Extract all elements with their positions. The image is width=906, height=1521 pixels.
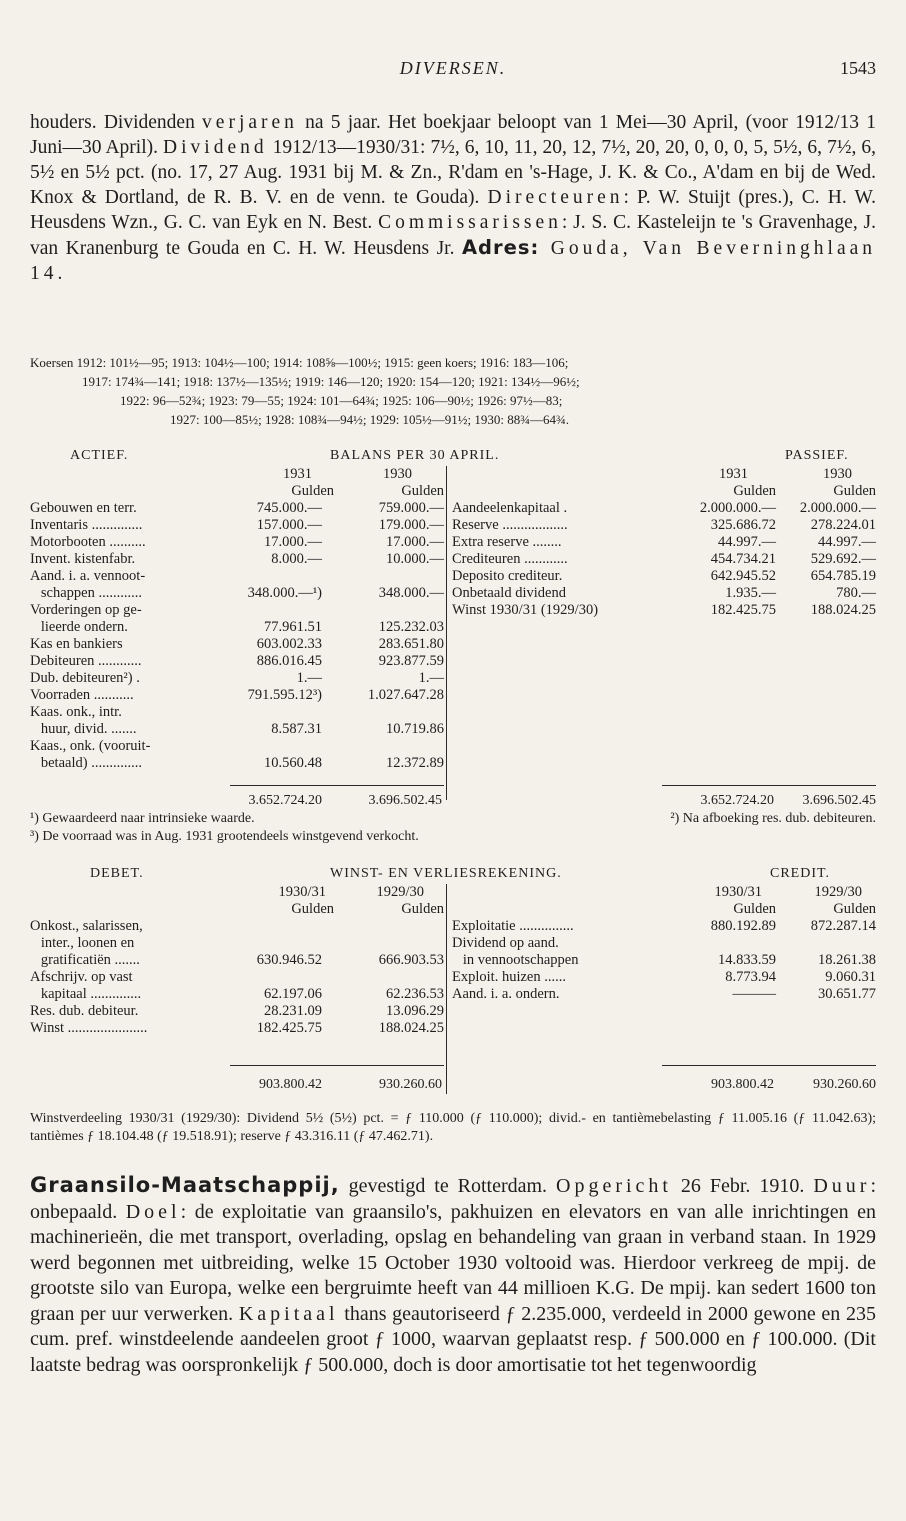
graan-text-1: gevestigd te Rotterdam.	[339, 1175, 556, 1197]
page	[30, 0, 876, 1521]
year-1929-30: 1929/30	[376, 884, 424, 900]
row-label: gratificatiën .......	[30, 952, 140, 968]
row-value-1: 77.961.51	[264, 619, 322, 635]
row-value-1	[230, 568, 340, 585]
koersen-line: 1917: 174¾—141; 1918: 137½—135½; 1919: 146—120; 1920: 154—120; 1921: 134½—96½;	[82, 374, 580, 389]
table-row	[452, 935, 876, 952]
graan-text-3: : onbepaald.	[30, 1175, 876, 1223]
row-value-1: 630.946.52	[256, 952, 322, 968]
kapitaal-label: Kapitaal	[238, 1302, 339, 1325]
row-value-2: 9.060.31	[825, 969, 876, 985]
row-value-2: 10.719.86	[386, 721, 444, 737]
unit-label: Gulden	[291, 901, 334, 917]
unit-label: Gulden	[733, 901, 776, 917]
adres-label: Adres:	[461, 236, 540, 259]
table-row	[30, 653, 444, 670]
balans-actief-title: ACTIEF.	[70, 448, 129, 463]
table-row	[30, 755, 444, 772]
year-1930: 1930	[823, 466, 852, 482]
row-label: Motorbooten ..........	[30, 534, 146, 550]
row-value-2	[340, 935, 444, 952]
row-label: Aand. i. a. ondern.	[452, 986, 560, 1002]
year-1930-31: 1930/31	[714, 884, 762, 900]
row-label: Inventaris ..............	[30, 517, 143, 533]
row-value-1: 454.734.21	[710, 551, 776, 567]
year-1930-31: 1930/31	[278, 884, 326, 900]
adres-value: Gouda, Van Beverninghlaan 14.	[30, 238, 877, 284]
row-value-2: 2.000.000.—	[799, 500, 876, 516]
winst-total-1-credit: 903.800.42	[711, 1077, 774, 1092]
row-value-1: 325.686.72	[710, 517, 776, 533]
balans-unit-row	[452, 483, 876, 500]
table-row	[30, 619, 444, 636]
row-label: Onkost., salarissen,	[30, 918, 143, 934]
intro-text-3: 1912/13—1930/31: 7½, 6, 10, 11, 20, 12, 7½, 20, 20, 0, 0, 0, 5, 5½, 6, 7½, 6, 5½ en 5½ pct. (no. 17, 27 Aug. 1931 bij M. & Zn., R'dam en 's-Hage, J. K. & Co., A'dam en bij de Wed. Knox & Dortland, de R. B. V. en de venn. te Gouda).	[30, 137, 876, 208]
doel-label: Doel	[125, 1200, 181, 1223]
row-label: Aandeelenkapitaal .	[452, 500, 568, 516]
koersen-line: 1922: 96—52¾; 1923: 79—55; 1924: 101—64¾; 1925: 106—90½; 1926: 97½—83;	[120, 393, 563, 408]
balans-note-2: ²) Na afboeking res. dub. debiteuren.	[670, 811, 876, 826]
row-value-2: 18.261.38	[818, 952, 876, 968]
row-value-2: 188.024.25	[378, 1020, 444, 1036]
table-row	[30, 738, 444, 755]
row-value-2: 1.027.647.28	[367, 687, 444, 703]
row-value-1	[666, 935, 776, 952]
row-label: Reserve ..................	[452, 517, 568, 533]
koersen-line: 1927: 100—85½; 1928: 108¾—94½; 1929: 105½—91½; 1930: 88¾—64¾.	[170, 412, 570, 427]
table-row	[452, 986, 876, 1003]
table-row	[30, 636, 444, 653]
table-row	[452, 602, 876, 619]
row-label: Invent. kistenfabr.	[30, 551, 136, 567]
table-row	[30, 568, 444, 585]
table-row	[30, 670, 444, 687]
intro-text-1: houders. Dividenden	[30, 112, 203, 133]
unit-label: Gulden	[733, 483, 776, 499]
row-value-2	[340, 738, 444, 755]
year-1931: 1931	[719, 466, 748, 482]
year-1931: 1931	[283, 466, 312, 482]
balans-total-1931-passief: 3.652.724.20	[700, 793, 774, 808]
page-number: 1543	[840, 58, 876, 78]
row-label: betaald) ..............	[30, 755, 142, 771]
winst-total-1-debet: 903.800.42	[259, 1077, 322, 1092]
row-value-1: 28.231.09	[264, 1003, 322, 1019]
koersen-line: Koersen 1912: 101½—95; 1913: 104½—100; 1914: 108⅝—100½; 1915: geen koers; 1916: 183—106;	[30, 355, 569, 370]
row-label: Deposito crediteur.	[452, 568, 563, 584]
row-value-2	[776, 935, 876, 952]
graan-text-2: 26 Febr. 1910.	[671, 1175, 814, 1197]
winst-year-row	[452, 884, 876, 901]
row-label: Debiteuren ............	[30, 653, 142, 669]
row-value-2	[340, 704, 444, 721]
row-value-1: 1.935.—	[725, 585, 776, 601]
table-row	[30, 585, 444, 602]
row-value-2: 759.000.—	[378, 500, 444, 516]
balans-year-row	[452, 466, 876, 483]
row-value-2: 62.236.53	[386, 986, 444, 1002]
unit-label: Gulden	[833, 901, 876, 917]
row-value-1: 8.587.31	[271, 721, 322, 737]
year-1929-30: 1929/30	[814, 884, 862, 900]
row-value-1: 1.—	[296, 670, 322, 686]
row-value-1: 642.945.52	[710, 568, 776, 584]
row-label: Dub. debiteuren²) .	[30, 670, 140, 686]
row-value-1: 62.197.06	[264, 986, 322, 1002]
row-value-1: ———	[732, 986, 776, 1002]
row-label: Onbetaald dividend	[452, 585, 566, 601]
row-value-2: 278.224.01	[810, 517, 876, 533]
row-value-2: 12.372.89	[386, 755, 444, 771]
row-value-2: 348.000.—	[378, 585, 444, 601]
winst-debet-title: DEBET.	[90, 866, 144, 881]
year-1930: 1930	[383, 466, 412, 482]
directeuren-label: Directeuren	[487, 187, 624, 208]
row-value-1	[230, 918, 340, 935]
row-value-2: 1.—	[418, 670, 444, 686]
table-row	[30, 551, 444, 568]
table-row	[30, 517, 444, 534]
table-row	[452, 585, 876, 602]
company-name: Graansilo-Maatschappij,	[30, 1173, 340, 1197]
winst-title: WINST- EN VERLIESREKENING.	[330, 866, 562, 881]
row-value-1	[230, 738, 340, 755]
winst-unit-row	[452, 901, 876, 918]
row-label: Kaas. onk., intr.	[30, 704, 122, 720]
table-row	[30, 500, 444, 517]
intro-paragraph	[30, 110, 876, 286]
total-rule	[230, 785, 444, 786]
row-value-1	[230, 969, 340, 986]
row-value-2	[340, 568, 444, 585]
winst-unit-row	[30, 901, 444, 918]
verjaren-label: verjaren	[202, 112, 298, 133]
intro-text-2: na 5 jaar. Het boekjaar beloopt van 1 Mei—30 April, (voor 1912/13 1 Juni—30 April).	[30, 112, 876, 158]
row-label: Crediteuren ............	[452, 551, 568, 567]
row-value-2: 283.651.80	[378, 636, 444, 652]
table-row	[452, 500, 876, 517]
balans-unit-row	[30, 483, 444, 500]
balans-total-1930-passief: 3.696.502.45	[802, 793, 876, 808]
balans-year-row	[30, 466, 444, 483]
balans-passief-title: PASSIEF.	[785, 448, 849, 463]
row-label: Exploitatie ...............	[452, 918, 574, 934]
row-value-2: 30.651.77	[818, 986, 876, 1002]
table-row	[452, 517, 876, 534]
intro-text-5: : J. S. C. Kasteleijn te 's Gravenhage, J. van Kranenburg te Gouda en C. H. W. Heusdens Jr.	[30, 212, 877, 259]
table-row	[452, 568, 876, 585]
row-label: kapitaal ..............	[30, 986, 142, 1002]
opgericht-label: Opgericht	[556, 1175, 672, 1197]
row-label: Exploit. huizen ......	[452, 969, 566, 985]
winst-total-2-credit: 930.260.60	[813, 1077, 876, 1092]
row-value-1: 10.560.48	[264, 755, 322, 771]
table-row	[30, 918, 444, 935]
row-label: Dividend op aand.	[452, 935, 559, 951]
dividend-label: Dividend	[163, 137, 268, 158]
duur-label: Duur	[813, 1175, 871, 1197]
row-value-1	[230, 935, 340, 952]
row-value-2: 529.692.—	[810, 551, 876, 567]
table-row	[30, 969, 444, 986]
unit-label: Gulden	[833, 483, 876, 499]
winst-credit-table	[452, 884, 876, 1003]
winst-year-row	[30, 884, 444, 901]
row-value-2: 923.877.59	[378, 653, 444, 669]
table-row	[30, 704, 444, 721]
row-label: schappen ............	[30, 585, 142, 601]
balans-title: BALANS PER 30 APRIL.	[330, 448, 500, 463]
running-title: DIVERSEN.	[399, 58, 507, 78]
row-value-1	[230, 704, 340, 721]
row-value-1: 182.425.75	[256, 1020, 322, 1036]
total-rule	[662, 785, 876, 786]
row-value-2: 188.024.25	[810, 602, 876, 618]
balans-note-1: ¹) Gewaardeerd naar intrinsieke waarde.	[30, 811, 255, 826]
unit-label: Gulden	[291, 483, 334, 499]
table-row	[452, 969, 876, 986]
row-label: Winst ......................	[30, 1020, 148, 1036]
column-divider	[446, 466, 447, 800]
unit-label: Gulden	[401, 483, 444, 499]
table-row	[30, 935, 444, 952]
row-value-1: 745.000.—	[256, 500, 322, 516]
row-value-1: 880.192.89	[710, 918, 776, 934]
row-label: inter., loonen en	[30, 935, 135, 951]
column-divider	[446, 884, 447, 1094]
row-label: lieerde ondern.	[30, 619, 128, 635]
row-value-2	[340, 969, 444, 986]
row-value-1: 791.595.12³)	[247, 687, 322, 703]
row-value-2: 666.903.53	[378, 952, 444, 968]
balans-total-1930-actief: 3.696.502.45	[368, 793, 442, 808]
table-row	[452, 952, 876, 969]
row-value-1: 182.425.75	[710, 602, 776, 618]
row-label: huur, divid. .......	[30, 721, 137, 737]
row-value-2: 654.785.19	[810, 568, 876, 584]
table-row	[30, 687, 444, 704]
table-row	[30, 721, 444, 738]
row-label: in vennootschappen	[452, 952, 579, 968]
row-value-2: 10.000.—	[386, 551, 444, 567]
row-value-2: 17.000.—	[386, 534, 444, 550]
row-label: Afschrijv. op vast	[30, 969, 133, 985]
row-value-1: 14.833.59	[718, 952, 776, 968]
total-rule	[230, 1065, 444, 1066]
row-label: Gebouwen en terr.	[30, 500, 137, 516]
row-label: Kas en bankiers	[30, 636, 123, 652]
balans-passief-table	[452, 466, 876, 619]
table-row	[30, 1003, 444, 1020]
row-label: Winst 1930/31 (1929/30)	[452, 602, 599, 618]
row-value-2	[340, 602, 444, 619]
balans-note-3: ³) De voorraad was in Aug. 1931 grootendeels winstgevend verkocht.	[30, 829, 419, 844]
koersen-block	[30, 353, 876, 429]
row-value-1	[230, 602, 340, 619]
row-value-1: 348.000.—¹)	[247, 585, 322, 601]
intro-text-4: : P. W. Stuijt (pres.), C. H. W. Heusdens Wzn., G. C. van Eyk en N. Best.	[30, 187, 876, 233]
balans-total-1931-actief: 3.652.724.20	[248, 793, 322, 808]
row-label: Vorderingen op ge-	[30, 602, 142, 618]
table-row	[30, 952, 444, 969]
winst-credit-title: CREDIT.	[770, 866, 831, 881]
row-value-1: 157.000.—	[256, 517, 322, 533]
table-row	[452, 918, 876, 935]
table-row	[452, 534, 876, 551]
row-value-2: 872.287.14	[810, 918, 876, 934]
row-label: Voorraden ...........	[30, 687, 134, 703]
table-row	[30, 1020, 444, 1037]
row-value-2: 13.096.29	[386, 1003, 444, 1019]
page-header	[30, 58, 876, 88]
row-label: Aand. i. a. vennoot-	[30, 568, 146, 584]
winstverdeeling: Winstverdeeling 1930/31 (1929/30): Dividend 5½ (5½) pct. = ƒ 110.000 (ƒ 110.000); divid.- en tantièmebelasting ƒ 11.005.16 (ƒ 11.042.63); tantièmes ƒ 18.104.48 (ƒ 19.518.91); reserve ƒ 43.316.11 (ƒ 47.462.71).	[30, 1111, 876, 1144]
commissarissen-label: Commissarissen	[378, 212, 562, 233]
winst-debet-table	[30, 884, 444, 1037]
row-label: Res. dub. debiteur.	[30, 1003, 139, 1019]
row-value-1: 8.773.94	[725, 969, 776, 985]
row-value-1: 44.997.—	[718, 534, 776, 550]
row-label: Kaas., onk. (vooruit-	[30, 738, 151, 754]
winst-total-2-debet: 930.260.60	[379, 1077, 442, 1092]
graansilo-paragraph	[30, 1173, 876, 1378]
table-row	[30, 602, 444, 619]
graan-text-5: thans geautoriseerd ƒ 2.235.000, verdeeld in 2000 gewone en 235 cum. pref. winstdeelende aandeelen groot ƒ 1000, waarvan geplaatst resp. ƒ 500.000 en ƒ 100.000. (Dit laatste bedrag was oorspronkelijk ƒ 500.000, doch is door amortisatie tot het tegenwoordig	[30, 1302, 876, 1376]
row-label: Extra reserve ........	[452, 534, 562, 550]
row-value-1: 17.000.—	[264, 534, 322, 550]
balans-actief-table	[30, 466, 444, 772]
row-value-1: 886.016.45	[256, 653, 322, 669]
row-value-1: 8.000.—	[271, 551, 322, 567]
row-value-1: 2.000.000.—	[699, 500, 776, 516]
row-value-2	[340, 918, 444, 935]
row-value-2: 44.997.—	[818, 534, 876, 550]
table-row	[30, 986, 444, 1003]
row-value-2: 125.232.03	[378, 619, 444, 635]
graan-text-4: : de exploitatie van graansilo's, pakhuizen en elevators en van alle inrichtingen en machinerieën, die met transport, overlading, opslag en behandeling van graan in verband staan. In 1929 werd begonnen met uitbreiding, welke 15 October 1930 voltooid was. Hierdoor verkreeg de mpij. de grootste silo van Europa, welke een bergruimte heeft van 44 millioen K.G. De mpij. kan sedert 1600 ton graan per uur verwerken.	[30, 1200, 876, 1325]
unit-label: Gulden	[401, 901, 444, 917]
row-value-1: 603.002.33	[256, 636, 322, 652]
row-value-2: 780.—	[836, 585, 876, 601]
table-row	[452, 551, 876, 568]
table-row	[30, 534, 444, 551]
row-value-2: 179.000.—	[378, 517, 444, 533]
total-rule	[662, 1065, 876, 1066]
